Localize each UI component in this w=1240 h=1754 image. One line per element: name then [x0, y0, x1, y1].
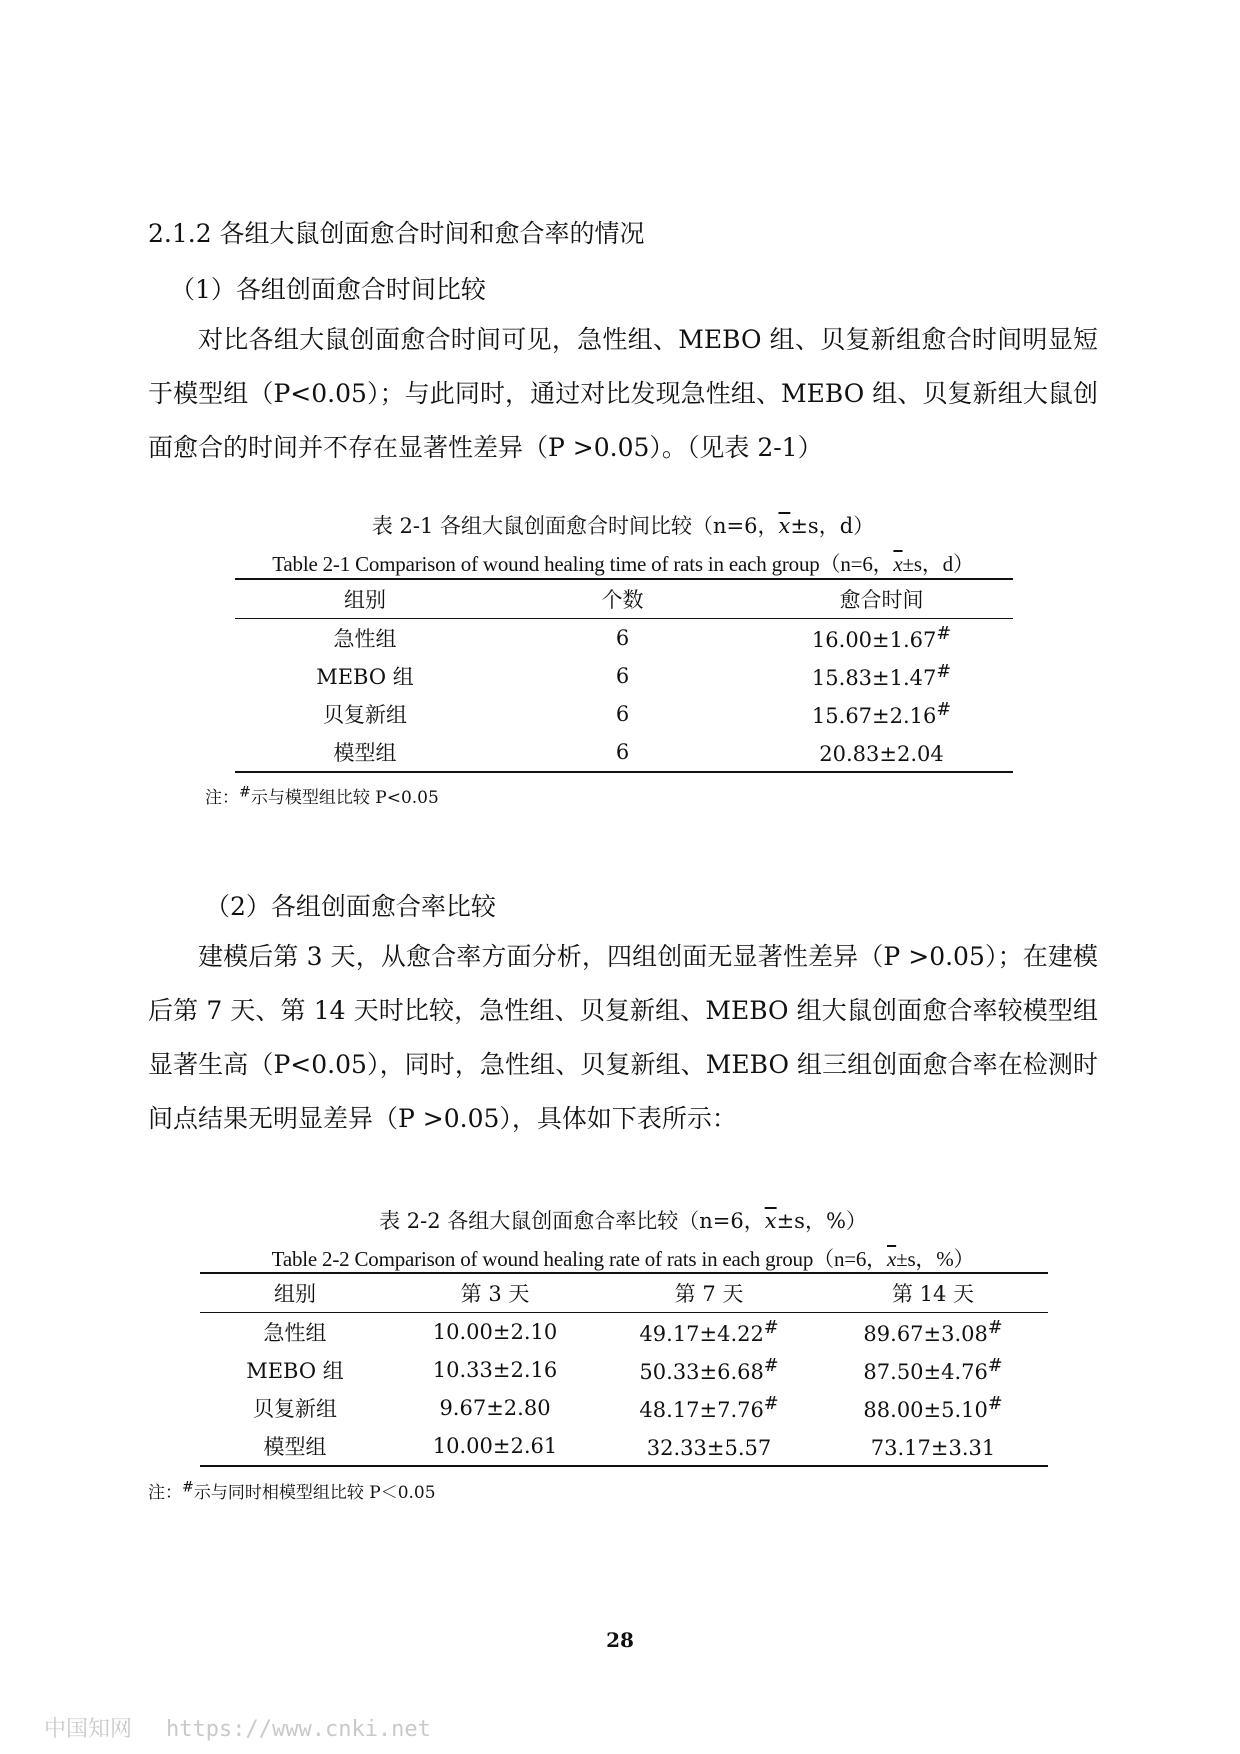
header-group: 组别 [200, 1273, 390, 1313]
cell-day3: 9.67±2.80 [439, 1396, 551, 1420]
table1-caption-cn [148, 510, 1098, 540]
table-row [235, 733, 1013, 772]
cell-value: 88.00±5.10 [863, 1398, 988, 1422]
cell-value: 87.50±4.76 [863, 1360, 988, 1384]
cell-value: 16.00±1.67 [811, 628, 937, 652]
cell-count: 6 [495, 733, 750, 772]
paragraph-healing-time [148, 313, 1098, 475]
cell-day14 [818, 1313, 1048, 1352]
cell-healing-time [750, 657, 1013, 695]
cell-day7 [600, 1389, 818, 1427]
cell-group: 模型组 [235, 733, 495, 772]
cell-value: 20.83±2.04 [819, 742, 944, 766]
subsection-title-healing-rate: （2）各组创面愈合率比较 [205, 892, 496, 921]
significance-mark: # [936, 662, 952, 682]
cell-group: 急性组 [333, 627, 397, 651]
table-row [200, 1389, 1048, 1427]
note-label: 注： [148, 1483, 182, 1503]
paragraph-text: 建模后第 3 天，从愈合率方面分析，四组创面无显著性差异（P >0.05）；在建模后第 7 天、第 14 天时比较，急性组、贝复新组、MEBO 组大鼠创面愈合率较模型组显著生高（P<0.05），同时，急性组、贝复新组、MEBO 组三组创面愈合率在检测时间点结果无明显差异（P >0.05），具体如下表所示： [148, 942, 1098, 1133]
table2-note [148, 1478, 436, 1503]
table-healing-time [235, 578, 1013, 773]
cell-value: 50.33±6.68 [639, 1360, 764, 1384]
table-row [235, 657, 1013, 695]
cnki-watermark [44, 1712, 465, 1743]
significance-mark: # [936, 624, 952, 644]
cell-day3: 10.00±2.10 [432, 1320, 558, 1344]
cell-day7 [600, 1313, 818, 1352]
table-row [235, 695, 1013, 733]
cell-count: 6 [615, 664, 630, 688]
caption-text: Table 2-1 Comparison of wound healing time of rats in each group（n=6， [272, 552, 894, 576]
cell-healing-time [750, 619, 1013, 658]
header-healing-time: 愈合时间 [750, 579, 1013, 619]
cell-day14 [818, 1427, 1048, 1466]
header-day3: 第 3 天 [390, 1273, 600, 1313]
xbar-symbol: $\overline{x}$ [778, 514, 791, 538]
paragraph-text: 对比各组大鼠创面愈合时间可见，急性组、MEBO 组、贝复新组愈合时间明显短于模型组（P<0.05）；与此同时，通过对比发现急性组、MEBO 组、贝复新组大鼠创面愈合的时间并不存在显著性差异（P >0.05）。（见表 2-1） [148, 325, 1098, 462]
caption-text: 表 2-2 各组大鼠创面愈合率比较（n=6， [379, 1209, 765, 1233]
xbar-symbol: $\overline{x}$ [893, 552, 903, 576]
cell-day3: 10.00±2.61 [390, 1427, 600, 1466]
note-text: 示与同时相模型组比较 P＜0.05 [193, 1483, 436, 1503]
table-row [200, 1313, 1048, 1352]
cell-group: 贝复新组 [323, 703, 407, 727]
caption-text: ±s，d） [902, 552, 974, 576]
significance-mark: # [763, 1356, 779, 1376]
cell-group: 贝复新组 [253, 1397, 337, 1421]
cell-count: 6 [615, 626, 630, 650]
note-mark: # [182, 1479, 194, 1496]
cell-group: MEBO 组 [316, 665, 414, 689]
cell-value: 89.67±3.08 [863, 1322, 988, 1346]
caption-text: ±s，%） [776, 1209, 867, 1233]
header-group: 组别 [235, 579, 495, 619]
table-row [200, 1351, 1048, 1389]
table1-note [205, 783, 439, 808]
cell-count: 6 [615, 702, 630, 726]
table-row [200, 1427, 1048, 1466]
section-heading: 2.1.2 各组大鼠创面愈合时间和愈合率的情况 [148, 219, 645, 248]
caption-text: ±s，%） [896, 1247, 975, 1271]
table-header-row [200, 1273, 1048, 1313]
caption-text: Table 2-2 Comparison of wound healing rate of rats in each group（n=6， [271, 1247, 887, 1271]
cell-day7 [600, 1351, 818, 1389]
significance-mark: # [987, 1394, 1003, 1414]
header-day7: 第 7 天 [600, 1273, 818, 1313]
cell-value: 73.17±3.31 [870, 1436, 996, 1460]
page-number: 28 [606, 1628, 634, 1652]
note-mark: # [239, 784, 251, 801]
cell-day14 [818, 1351, 1048, 1389]
table2-caption-en [148, 1243, 1098, 1273]
significance-mark: # [763, 1394, 779, 1414]
watermark-url: https://www.cnki.net [166, 1717, 431, 1742]
cell-day14 [818, 1389, 1048, 1427]
significance-mark: # [987, 1356, 1003, 1376]
table2-caption-cn [148, 1205, 1098, 1235]
cell-healing-time [750, 733, 1013, 772]
caption-text: ±s，d） [790, 514, 875, 538]
watermark-site-name: 中国知网 [44, 1717, 133, 1742]
cell-group: 模型组 [200, 1427, 390, 1466]
table-row [235, 619, 1013, 658]
header-count: 个数 [495, 579, 750, 619]
cell-value: 32.33±5.57 [646, 1436, 772, 1460]
cell-value: 15.83±1.47 [811, 666, 937, 690]
significance-mark: # [936, 700, 952, 720]
paragraph-healing-rate [148, 930, 1098, 1146]
xbar-symbol: $\overline{x}$ [764, 1209, 777, 1233]
significance-mark: # [987, 1318, 1003, 1338]
note-label: 注： [205, 788, 239, 808]
cell-healing-time [750, 695, 1013, 733]
cell-value: 48.17±7.76 [639, 1398, 764, 1422]
caption-text: 表 2-1 各组大鼠创面愈合时间比较（n=6， [371, 514, 779, 538]
header-day14: 第 14 天 [818, 1273, 1048, 1313]
cell-group: 急性组 [263, 1321, 327, 1345]
xbar-symbol: $\overline{x}$ [887, 1247, 897, 1271]
significance-mark: # [763, 1318, 779, 1338]
subsection-title-healing-time: （1）各组创面愈合时间比较 [170, 275, 486, 304]
table-healing-rate [200, 1272, 1048, 1467]
cell-day3: 10.33±2.16 [432, 1358, 558, 1382]
cell-value: 49.17±4.22 [639, 1322, 764, 1346]
cell-day7 [600, 1427, 818, 1466]
table1-caption-en [148, 548, 1098, 578]
table-header-row [235, 579, 1013, 619]
note-text: 示与模型组比较 P<0.05 [250, 788, 439, 808]
cell-value: 15.67±2.16 [811, 704, 937, 728]
cell-group: MEBO 组 [246, 1359, 344, 1383]
